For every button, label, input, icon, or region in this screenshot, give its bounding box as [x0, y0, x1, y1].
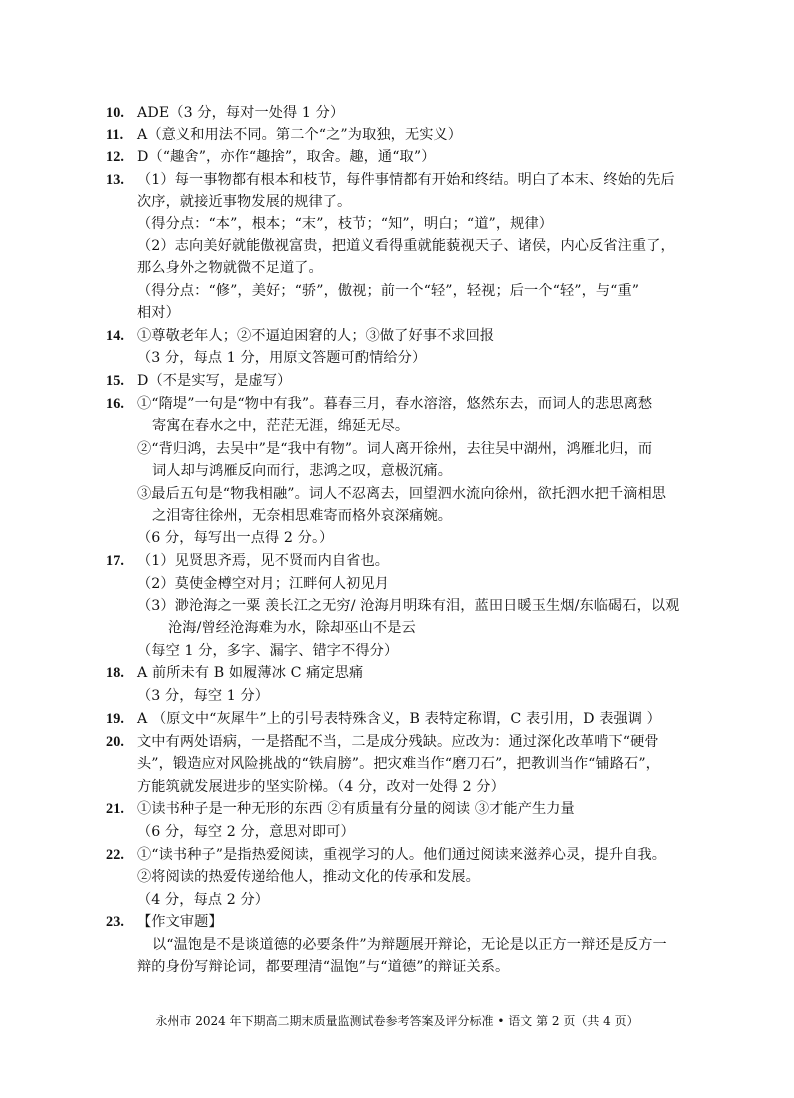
answer-20 — [106, 732, 659, 752]
item-number: 11. — [106, 127, 124, 143]
item-number: 10. — [106, 105, 125, 121]
answer-line: 方能筑就发展进步的坚实阶梯。（4 分，改对一处得 2 分） — [137, 779, 505, 795]
item-number: 13. — [106, 172, 125, 188]
scoring-note: （3 分，每空 1 分） — [137, 688, 270, 704]
answer-11 — [106, 125, 462, 145]
answer-text: A（意义和用法不同。第二个“之”为取独，无实义） — [137, 127, 463, 143]
item-number: 17. — [106, 553, 125, 569]
answer-18 — [106, 663, 363, 683]
item-number: 12. — [106, 149, 125, 165]
item-number: 14. — [106, 328, 125, 344]
answer-line: 以“温饱是不是谈道德的必要条件”为辩题展开辩论，无论是以正方一辩还是反方一 — [152, 937, 667, 953]
answer-text: ADE（3 分，每对一处得 1 分） — [137, 105, 345, 121]
item-number: 22. — [106, 847, 125, 863]
item-number: 15. — [106, 373, 125, 389]
answer-line: （2）莫使金樽空对月；江畔何人初见月 — [137, 576, 390, 592]
item-number: 19. — [106, 711, 125, 727]
answer-line: （2）志向美好就能傲视富贵，把道义看得重就能藐视天子、诸侯，内心反省注重了， — [137, 238, 675, 254]
answer-line: ①“读书种子”是指热爱阅读，重视学习的人。他们通过阅读来滋养心灵，提升自我。 — [137, 847, 667, 863]
answer-22 — [106, 845, 666, 865]
item-number: 16. — [106, 396, 125, 412]
item-number: 18. — [106, 665, 125, 681]
answer-13 — [106, 170, 675, 190]
scoring-note: （6 分，每空 2 分，意思对即可） — [137, 824, 355, 840]
answer-line: ①读书种子是一种无形的东西 ②有质量有分量的阅读 ③才能产生力量 — [137, 801, 575, 817]
answer-line: 辩的身份写辩论词，都要理清“温饱”与“道德”的辩证关系。 — [137, 959, 510, 975]
answer-line: （1）见贤思齐焉，见不贤而内自省也。 — [137, 553, 390, 569]
scoring-note: 相对） — [137, 305, 180, 321]
answer-line: 次序，就接近事物发展的规律了。 — [137, 194, 352, 210]
answer-line: ③最后五句是“物我相融”。词人不忍离去，回望泗水流向徐州，欲托泗水把千滴相思 — [137, 486, 667, 502]
answer-line: 文中有两处语病，一是搭配不当，二是成分残缺。应改为：通过深化改革啃下“硬骨 — [137, 734, 659, 750]
item-number: 20. — [106, 734, 125, 750]
answer-line: ①“隋堤”一句是“物中有我”。暮春三月，春水溶溶，悠然东去，而词人的悲思离愁 — [137, 396, 653, 412]
answer-line: 寄寓在春水之中，茫茫无涯，绵延无尽。 — [152, 418, 410, 434]
scoring-note: （得分点：“本”，根本；“末”，枝节；“知”，明白；“道”，规律） — [137, 216, 554, 232]
answer-12 — [106, 147, 435, 167]
answer-23 — [106, 912, 223, 932]
answer-line: 那么身外之物就微不足道了。 — [137, 260, 323, 276]
answer-10 — [106, 103, 344, 123]
scoring-note: （3 分，每点 1 分，用原文答题可酌情给分） — [137, 350, 427, 366]
answer-14 — [106, 326, 494, 346]
answer-15 — [106, 371, 291, 391]
answer-16 — [106, 394, 652, 414]
answer-line: ②“背归鸿，去吴中”是“我中有物”。词人离开徐州，去往吴中湖州，鸿雁北归，而 — [137, 441, 653, 457]
answer-19 — [106, 709, 661, 729]
scoring-note: （4 分，每点 2 分） — [137, 892, 270, 908]
answer-line: 沧海/曾经沧海难为水，除却巫山不是云 — [168, 620, 416, 636]
answer-line: （3）渺沧海之一粟 羡长江之无穷/ 沧海月明珠有泪，蓝田日暖玉生烟/东临碣石，以观 — [137, 598, 680, 614]
answer-line: ①尊敬老年人；②不逼迫困窘的人；③做了好事不求回报 — [137, 328, 495, 344]
answer-text: D（“趣舍”，亦作“趣捨”，取舍。趣，通“取”） — [137, 149, 436, 165]
answer-line: A 前所未有 B 如履薄冰 C 痛定思痛 — [137, 665, 364, 681]
item-number: 21. — [106, 801, 125, 817]
answer-line: ②将阅读的热爱传递给他人，推动文化的传承和发展。 — [137, 869, 480, 885]
scoring-note: （每空 1 分，多字、漏字、错字不得分） — [137, 643, 399, 659]
answer-line: 头”，锻造应对风险挑战的“铁肩膀”。把灾难当作“磨刀石”，把教训当作“铺路石”， — [137, 756, 660, 772]
answer-text: A （原文中“灰犀牛”上的引号表特殊含义，B 表特定称谓，C 表引用，D 表强调 ） — [137, 711, 661, 727]
answer-17 — [106, 551, 389, 571]
answer-text: D（不是实写，是虚写） — [137, 373, 292, 389]
section-heading: 【作文审题】 — [137, 914, 223, 930]
answer-line: 词人却与鸿雁反向而行，悲鸿之叹，意极沉痛。 — [152, 463, 453, 479]
answer-21 — [106, 799, 575, 819]
scoring-note: （6 分，每写出一点得 2 分。） — [137, 530, 334, 546]
page-footer: 永州市 2024 年下期高二期末质量监测试卷参考答案及评分标准 • 语文 第 2 页（共 4 页） — [155, 1014, 639, 1028]
scoring-note: （得分点：“修”，美好；“骄”，傲视；前一个“轻”，轻视；后一个“轻”，与“重” — [137, 283, 640, 299]
answer-line: （1）每一事物都有根本和枝节，每件事情都有开始和终结。明白了本末、终始的先后 — [137, 172, 675, 188]
answer-line: 之泪寄往徐州，无奈相思难寄而格外哀深痛婉。 — [152, 508, 453, 524]
item-number: 23. — [106, 914, 125, 930]
